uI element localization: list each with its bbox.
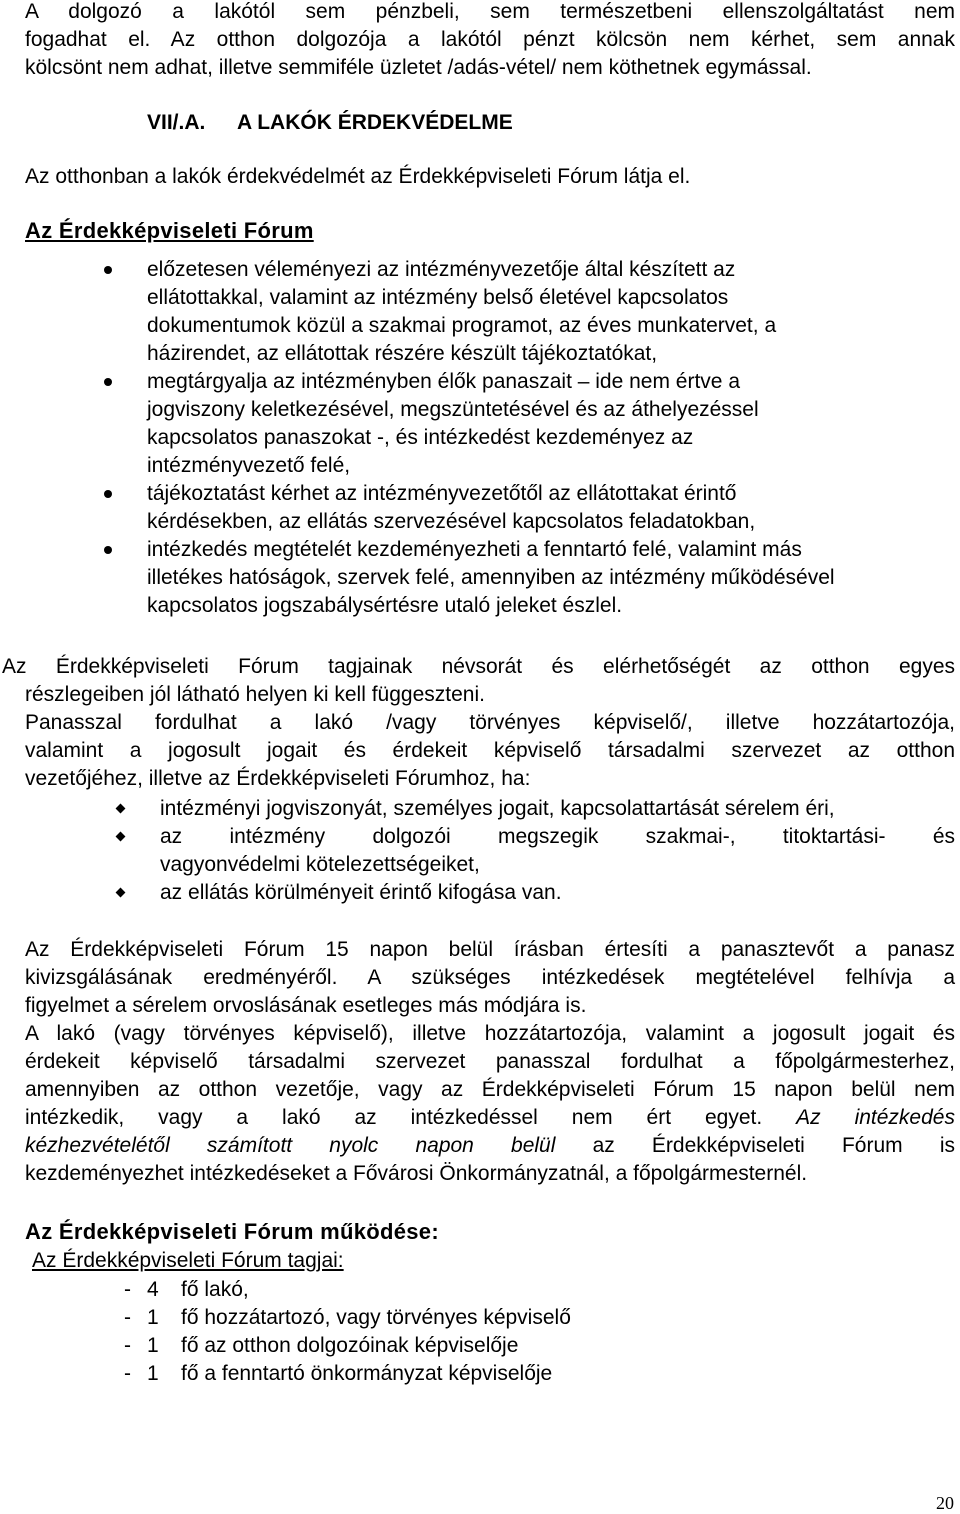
para-complaint-line-2: valamint a jogosult jogait és érdekeit képviselő társadalmi szervezet az otthon bbox=[25, 739, 955, 762]
list-item: tájékoztatást kérhet az intézményvezetőtől az ellátottakat érintő bbox=[147, 482, 737, 505]
list-item: kérdésekben, az ellátás szervezésével kapcsolatos feladatokban, bbox=[147, 510, 756, 533]
para-members-line-1: Az Érdekképviseleti Fórum tagjainak névsorát és elérhetőségét az otthon egyes bbox=[2, 655, 955, 678]
list-item: kapcsolatos panaszokat -, és intézkedést kezdeményez az bbox=[147, 426, 694, 449]
section-intro: Az otthonban a lakók érdekvédelmét az Érdekképviseleti Fórum látja el. bbox=[25, 165, 691, 188]
list-item: intézményvezető felé, bbox=[147, 454, 351, 477]
forum-heading: Az Érdekképviseleti Fórum bbox=[25, 218, 314, 243]
para-mayor-line-4-text: intézkedik, vagy a lakó az intézkedéssel nem ért egyet. bbox=[25, 1106, 763, 1129]
intro-line-3: kölcsönt nem adhat, illetve semmiféle üzletet /adás-vétel/ nem köthetnek egymással. bbox=[25, 56, 812, 79]
intro-line-1: A dolgozó a lakótól sem pénzbeli, sem természetbeni ellenszolgáltatást nem bbox=[25, 0, 955, 23]
para-mayor-line-2: érdekeit képviselő társadalmi szervezet panasszal fordulhat a főpolgármesterhez, bbox=[25, 1050, 955, 1073]
para-members-line-2: részlegeiben jól látható helyen ki kell függeszteni. bbox=[25, 683, 485, 706]
list-item: jogviszony keletkezésével, megszüntetésével és az áthelyezéssel bbox=[147, 398, 759, 421]
member-text: fő hozzátartozó, vagy törvényes képviselő bbox=[181, 1306, 571, 1329]
bullet-icon bbox=[104, 378, 112, 386]
section-title: A LAKÓK ÉRDEKVÉDELME bbox=[237, 111, 513, 134]
para-mayor-line-5-text: az Érdekképviseleti Fórum is bbox=[592, 1134, 955, 1157]
member-text: fő lakó, bbox=[181, 1278, 249, 1301]
condition-item-cont: vagyonvédelmi kötelezettségeiket, bbox=[160, 853, 480, 876]
para-15days-line-2: kivizsgálásának eredményéről. A szükséges intézkedések megtételével felhívja a bbox=[25, 966, 955, 989]
members-heading: Az Érdekképviseleti Fórum tagjai: bbox=[32, 1249, 344, 1272]
para-complaint-line-3: vezetőjéhez, illetve az Érdekképviseleti Fórumhoz, ha: bbox=[25, 767, 531, 790]
list-item: dokumentumok közül a szakmai programot, az éves munkatervet, a bbox=[147, 314, 777, 337]
para-15days-line-1: Az Érdekképviseleti Fórum 15 napon belül írásban értesíti a panasztevőt a panasz bbox=[25, 938, 955, 961]
operation-heading: Az Érdekképviseleti Fórum működése: bbox=[25, 1219, 439, 1244]
list-item: megtárgyalja az intézményben élők panaszait – ide nem értve a bbox=[147, 370, 741, 393]
para-mayor-line-4 bbox=[25, 1104, 955, 1132]
bullet-icon bbox=[104, 266, 112, 274]
member-dash: - bbox=[124, 1362, 131, 1385]
para-mayor-line-1: A lakó (vagy törvényes képviselő), illetve hozzátartozója, valamint a jogosult jogait és bbox=[25, 1022, 955, 1045]
member-count: 4 bbox=[147, 1278, 159, 1301]
condition-item: az intézmény dolgozói megszegik szakmai-, titoktartási- és bbox=[160, 825, 955, 848]
para-mayor-line-3: amennyiben az otthon vezetője, vagy az Érdekképviseleti Fórum 15 napon belül nem bbox=[25, 1078, 955, 1101]
list-item: illetékes hatóságok, szervek felé, amennyiben az intézmény működésével bbox=[147, 566, 835, 589]
list-item: kapcsolatos jogszabálysértésre utaló jeleket észlel. bbox=[147, 594, 623, 617]
para-mayor-line-6: kezdeményezhet intézkedéseket a Fővárosi Önkormányzatnál, a főpolgármesternél. bbox=[25, 1162, 808, 1185]
member-dash: - bbox=[124, 1334, 131, 1357]
para-mayor-line-5 bbox=[25, 1132, 955, 1160]
list-item: intézkedés megtételét kezdeményezheti a fenntartó felé, valamint más bbox=[147, 538, 802, 561]
para-mayor-line-5-italic: kézhezvételétől számított nyolc napon belül bbox=[25, 1134, 556, 1157]
list-item: házirendet, az ellátottak részére készült tájékoztatókat, bbox=[147, 342, 658, 365]
member-dash: - bbox=[124, 1306, 131, 1329]
condition-item: intézményi jogviszonyát, személyes jogait, kapcsolattartását sérelem éri, bbox=[160, 797, 835, 820]
para-complaint-line-1: Panasszal fordulhat a lakó /vagy törvényes képviselő/, illetve hozzátartozója, bbox=[25, 711, 955, 734]
bullet-icon bbox=[104, 546, 112, 554]
bullet-icon bbox=[104, 490, 112, 498]
member-count: 1 bbox=[147, 1306, 159, 1329]
list-item: előzetesen véleményezi az intézményvezetője által készített az bbox=[147, 258, 736, 281]
list-item: ellátottakkal, valamint az intézmény belső életével kapcsolatos bbox=[147, 286, 729, 309]
member-text: fő a fenntartó önkormányzat képviselője bbox=[181, 1362, 553, 1385]
member-text: fő az otthon dolgozóinak képviselője bbox=[181, 1334, 519, 1357]
member-count: 1 bbox=[147, 1334, 159, 1357]
condition-item: az ellátás körülményeit érintő kifogása van. bbox=[160, 881, 562, 904]
member-count: 1 bbox=[147, 1362, 159, 1385]
intro-line-2: fogadhat el. Az otthon dolgozója a lakótól pénzt kölcsön nem kérhet, sem annak bbox=[25, 28, 955, 51]
page-number: 20 bbox=[936, 1493, 954, 1513]
para-15days-line-3: figyelmet a sérelem orvoslásának esetleges más módjára is. bbox=[25, 994, 587, 1017]
para-mayor-line-4-italic: Az intézkedés bbox=[796, 1106, 955, 1129]
member-dash: - bbox=[124, 1278, 131, 1301]
section-number: VII/.A. bbox=[147, 111, 206, 134]
